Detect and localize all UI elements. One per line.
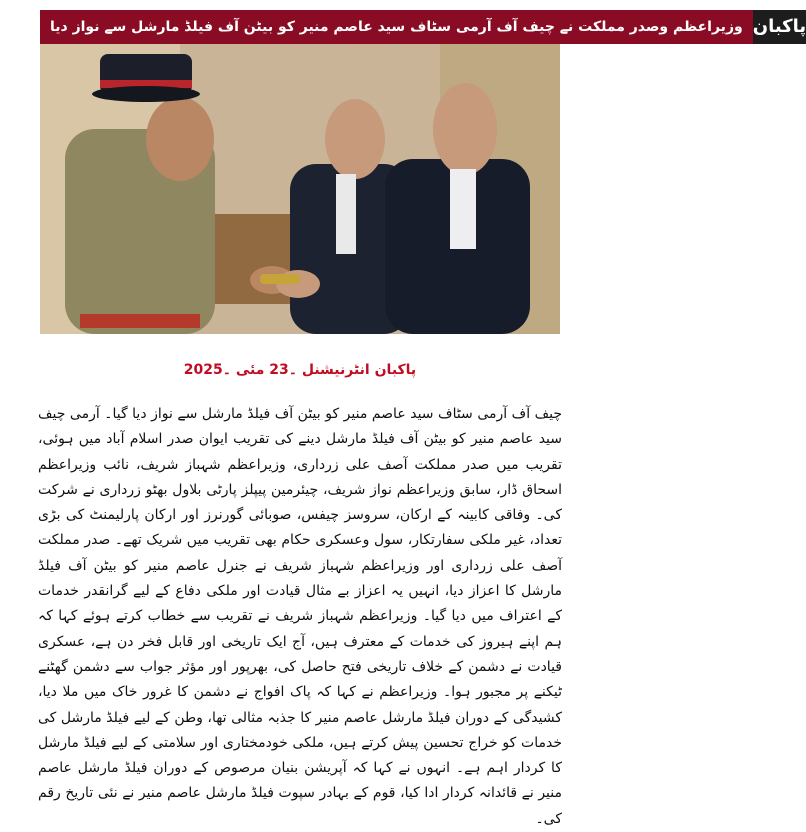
news-photo bbox=[40, 44, 560, 334]
article-header bbox=[40, 10, 806, 44]
headline: وزیراعظم وصدر مملکت نے چیف آف آرمی سٹاف سید عاصم منیر کو بیٹن آف فیلڈ مارشل سے نواز دیا bbox=[40, 10, 753, 44]
dateline: پاکبان انٹرنیشنل ۔23 مئی ۔2025 bbox=[183, 362, 417, 378]
brand-logo: پاکبان bbox=[753, 10, 806, 44]
article-body: چیف آف آرمی سٹاف سید عاصم منیر کو بیٹن آف فیلڈ مارشل سے نواز دیا گیا۔ آرمی چیف سید عاصم منیر کو بیٹن آف فیلڈ مارشل دینے کی تقریب ایوان صدر اسلام آباد میں ہوئی، تقریب میں صدر مملکت آصف علی زرداری، وزیراعظم شہباز شریف، نائب وزیراعظم اسحاق ڈار، سابق وزیراعظم نواز شریف، چیئرمین پیپلز پارٹی بلاول بھٹو زرداری نے شرکت کی۔ وفاقی کابینہ کے ارکان، سروسز چیفس، صوبائی گورنرز اور ارکان پارلیمنٹ کی بڑی تعداد، غیر ملکی سفارتکار، سول وعسکری حکام بھی تقریب میں شریک تھے۔ صدر مملکت آصف علی زرداری اور وزیراعظم شہباز شریف نے جنرل عاصم منیر کو بیٹن آف فیلڈ مارشل کا اعزاز دیا، انہیں یہ اعزاز بے مثال قیادت اور ملکی دفاع کے لیے گرانقدر خدمات کے اعتراف میں دیا گیا۔ وزیراعظم شہباز شریف نے تقریب سے خطاب کرتے ہوئے کہا کہ ہم اپنے ہیروز کی خدمات کے معترف ہیں، آج ایک تاریخی اور قابل فخر دن ہے، عسکری قیادت نے دشمن کے خلاف تاریخی فتح حاصل کی، بھرپور اور مؤثر جواب سے دشمن گھٹنے ٹیکنے پر مجبور ہوا۔ وزیراعظم نے کہا کہ پاک افواج نے دشمن کا غرور خاک میں ملا دیا، کشیدگی کے دوران فیلڈ مارشل عاصم منیر کا جذبہ مثالی تھا، وطن کے لیے فیلڈ مارشل کی خدمات کو خراج تحسین پیش کرتے ہیں، ملکی خودمختاری اور سلامتی کے لیے فیلڈ مارشل کا کردار اہم ہے۔ انہوں نے کہا کہ آپریشن بنیان مرصوص کے دوران فیلڈ مارشل عاصم منیر نے قائدانہ کردار ادا کیا، قوم کے بہادر سپوت فیلڈ مارشل عاصم منیر نے نئی تاریخ رقم کی۔ bbox=[38, 406, 562, 827]
news-photo-illustration bbox=[40, 44, 560, 334]
